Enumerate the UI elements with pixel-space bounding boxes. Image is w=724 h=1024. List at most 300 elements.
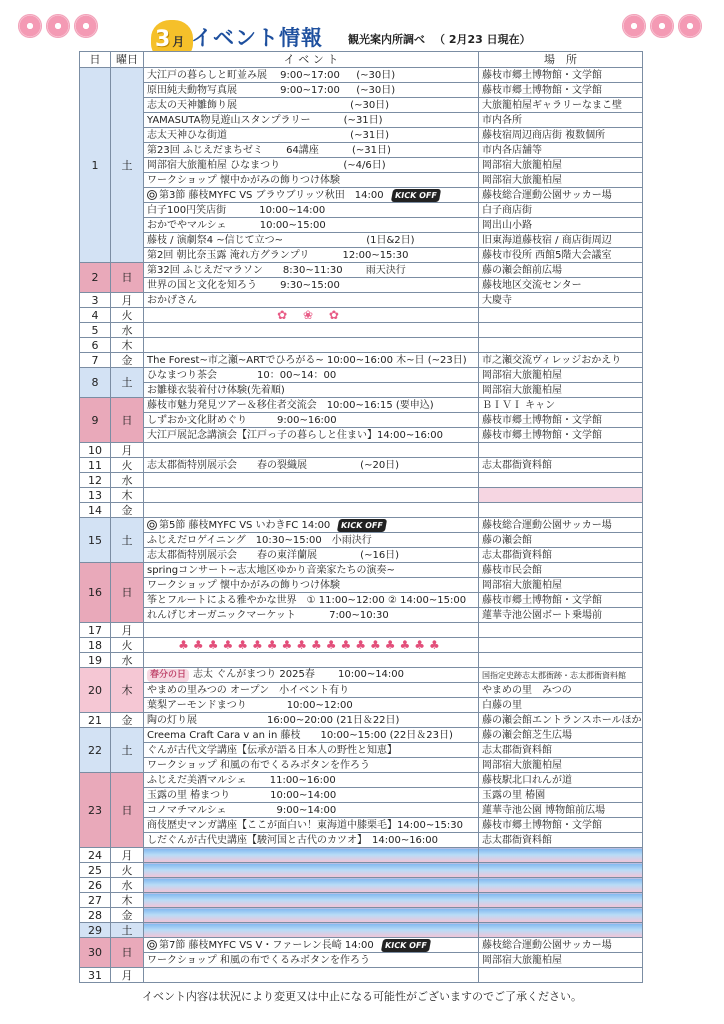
weekday-cell: 火 bbox=[111, 863, 144, 878]
event-text: 岡部宿大旅籠柏屋 ひなまつり (~4/6日) bbox=[147, 159, 386, 171]
table-row bbox=[80, 653, 643, 668]
sky-illustration bbox=[479, 863, 643, 878]
event-cell bbox=[144, 353, 479, 368]
event-cell bbox=[144, 413, 479, 428]
weekday-cell: 水 bbox=[111, 653, 144, 668]
day-cell: 13 bbox=[80, 488, 111, 503]
event-cell bbox=[144, 368, 479, 383]
day-cell: 20 bbox=[80, 668, 111, 713]
place-cell: 大旅籠柏屋ギャラリーなまこ壁 bbox=[479, 98, 643, 113]
place-cell: 藤枝市郷土博物館・文学館 bbox=[479, 428, 643, 443]
table-row bbox=[80, 938, 643, 953]
event-cell bbox=[144, 833, 479, 848]
place-cell: 藤枝地区交流センター bbox=[479, 278, 643, 293]
table-row bbox=[80, 908, 643, 923]
event-text: 第2回 朝比奈玉露 淹れ方グランプリ 12:00~15:30 bbox=[147, 249, 409, 261]
table-row bbox=[80, 353, 643, 368]
event-text: 志太天神ひな街道 (~31日) bbox=[147, 129, 390, 141]
event-text: コノマチマルシェ 9:00~14:00 bbox=[147, 804, 337, 816]
place-cell: 岡部宿大旅籠柏屋 bbox=[479, 368, 643, 383]
event-cell bbox=[144, 623, 479, 638]
table-row bbox=[80, 893, 643, 908]
place-cell: 藤の瀬会館エントランスホールほか bbox=[479, 713, 643, 728]
event-text: ふじえだロゲイニング 10:30~15:00 小雨決行 bbox=[147, 534, 372, 546]
place-cell: 藤枝市郷土博物館・文学館 bbox=[479, 68, 643, 83]
table-row bbox=[80, 548, 643, 563]
sakura-icon bbox=[678, 14, 702, 38]
place-cell: 白藤の里 bbox=[479, 698, 643, 713]
place-cell bbox=[479, 488, 643, 503]
weekday-cell: 火 bbox=[111, 458, 144, 473]
as-of-date: （ 2月23 日現在） bbox=[434, 33, 531, 46]
sakura-decoration-right bbox=[622, 14, 702, 38]
sky-illustration bbox=[144, 893, 479, 908]
event-text: 玉露の里 椿まつり 10:00~14:00 bbox=[147, 789, 337, 801]
table-row bbox=[80, 638, 643, 653]
table-row bbox=[80, 98, 643, 113]
table-row bbox=[80, 683, 643, 698]
place-cell: 岡部宿大旅籠柏屋 bbox=[479, 173, 643, 188]
event-text: ワークショップ 和風の布でくるみボタンを作ろう bbox=[147, 759, 370, 771]
day-cell: 29 bbox=[80, 923, 111, 938]
place-cell: 藤枝市郷土博物館・文学館 bbox=[479, 818, 643, 833]
place-cell: 藤枝総合運動公園サッカー場 bbox=[479, 188, 643, 203]
table-row bbox=[80, 248, 643, 263]
place-cell: 蓮華寺池公園 博物館前広場 bbox=[479, 803, 643, 818]
event-text: 志太の天神雛飾り展 (~30日) bbox=[147, 99, 390, 111]
place-cell: 岡部宿大旅籠柏屋 bbox=[479, 758, 643, 773]
place-cell bbox=[479, 323, 643, 338]
sakura-icon bbox=[622, 14, 646, 38]
weekday-cell: 土 bbox=[111, 68, 144, 263]
event-cell bbox=[144, 653, 479, 668]
place-cell: 藤枝市郷土博物館・文学館 bbox=[479, 413, 643, 428]
event-cell bbox=[144, 173, 479, 188]
place-cell: 志太郡衙資料館 bbox=[479, 548, 643, 563]
weekday-cell: 金 bbox=[111, 503, 144, 518]
table-row bbox=[80, 158, 643, 173]
place-cell bbox=[479, 503, 643, 518]
event-cell bbox=[144, 383, 479, 398]
day-cell: 27 bbox=[80, 893, 111, 908]
place-cell: 岡部宿大旅籠柏屋 bbox=[479, 953, 643, 968]
event-cell bbox=[144, 68, 479, 83]
place-cell: 市之瀬交流ヴィレッジおかえり bbox=[479, 353, 643, 368]
place-cell: 市内各所 bbox=[479, 113, 643, 128]
sky-illustration bbox=[479, 848, 643, 863]
table-row bbox=[80, 488, 643, 503]
event-cell bbox=[144, 608, 479, 623]
table-row bbox=[80, 503, 643, 518]
event-cell bbox=[144, 758, 479, 773]
place-cell: 岡部宿大旅籠柏屋 bbox=[479, 158, 643, 173]
event-cell bbox=[144, 428, 479, 443]
event-cell bbox=[144, 503, 479, 518]
weekday-cell: 木 bbox=[111, 668, 144, 713]
month-suffix: 月 bbox=[172, 35, 185, 49]
table-row bbox=[80, 833, 643, 848]
day-cell: 19 bbox=[80, 653, 111, 668]
table-row bbox=[80, 698, 643, 713]
day-cell: 25 bbox=[80, 863, 111, 878]
day-cell: 11 bbox=[80, 458, 111, 473]
table-row bbox=[80, 218, 643, 233]
place-cell bbox=[479, 968, 643, 983]
event-text: お雛様衣装着付け体験(先着順) bbox=[147, 384, 285, 396]
day-cell: 7 bbox=[80, 353, 111, 368]
table-row bbox=[80, 773, 643, 788]
place-cell bbox=[479, 638, 643, 653]
day-cell: 3 bbox=[80, 293, 111, 308]
sky-illustration bbox=[144, 878, 479, 893]
table-row bbox=[80, 128, 643, 143]
place-cell: 白子商店街 bbox=[479, 203, 643, 218]
sakura-icon bbox=[650, 14, 674, 38]
weekday-cell: 金 bbox=[111, 908, 144, 923]
day-cell: 10 bbox=[80, 443, 111, 458]
table-row bbox=[80, 818, 643, 833]
event-text: ワークショップ 懐中かがみの飾りつけ体験 bbox=[147, 174, 340, 186]
event-cell bbox=[144, 818, 479, 833]
day-cell: 6 bbox=[80, 338, 111, 353]
weekday-cell: 金 bbox=[111, 353, 144, 368]
event-cell bbox=[144, 233, 479, 248]
event-text: ふじえだ美酒マルシェ 11:00~16:00 bbox=[147, 774, 336, 786]
column-header-weekday: 曜日 bbox=[111, 52, 144, 68]
table-row bbox=[80, 458, 643, 473]
table-row bbox=[80, 758, 643, 773]
table-row bbox=[80, 878, 643, 893]
event-cell bbox=[144, 698, 479, 713]
event-cell bbox=[144, 563, 479, 578]
event-text: 志太 ぐんがまつり 2025春 10:00~14:00 bbox=[193, 669, 405, 680]
sky-illustration bbox=[144, 923, 479, 938]
place-cell: 旧東海道藤枝宿 / 商店街周辺 bbox=[479, 233, 643, 248]
event-text: ぐんが古代文学講座【伝承が語る日本人の野性と知恵】 bbox=[147, 744, 397, 756]
day-cell: 14 bbox=[80, 503, 111, 518]
event-cell bbox=[144, 953, 479, 968]
table-row bbox=[80, 578, 643, 593]
table-row bbox=[80, 278, 643, 293]
table-row bbox=[80, 848, 643, 863]
event-cell bbox=[144, 743, 479, 758]
event-cell bbox=[144, 488, 479, 503]
place-cell: 藤の瀬会館前広場 bbox=[479, 263, 643, 278]
event-cell bbox=[144, 323, 479, 338]
kickoff-badge: KICK OFF bbox=[390, 189, 440, 202]
kickoff-badge: KICK OFF bbox=[337, 519, 387, 532]
event-cell bbox=[144, 533, 479, 548]
event-text: 藤枝 / 演劇祭4 ~信じて立つ~ (1日&2日) bbox=[147, 234, 415, 246]
event-cell bbox=[144, 728, 479, 743]
event-cell bbox=[144, 578, 479, 593]
table-row bbox=[80, 188, 643, 203]
weekday-cell: 土 bbox=[111, 728, 144, 773]
event-cell bbox=[144, 203, 479, 218]
table-row bbox=[80, 413, 643, 428]
event-cell bbox=[144, 188, 479, 203]
table-row bbox=[80, 968, 643, 983]
table-row bbox=[80, 203, 643, 218]
event-text: 第7節 藤枝MYFC VS V・ファーレン長崎 14:00 bbox=[159, 939, 374, 951]
event-cell bbox=[144, 398, 479, 413]
day-cell: 18 bbox=[80, 638, 111, 653]
event-cell bbox=[144, 773, 479, 788]
table-row bbox=[80, 293, 643, 308]
sakura-icon bbox=[46, 14, 70, 38]
place-cell: 藤枝宿周辺商店街 複数個所 bbox=[479, 128, 643, 143]
day-cell: 21 bbox=[80, 713, 111, 728]
event-cell bbox=[144, 338, 479, 353]
day-cell: 22 bbox=[80, 728, 111, 773]
place-cell: 大慶寺 bbox=[479, 293, 643, 308]
event-cell: ♣♣♣♣♣♣♣♣♣♣♣♣♣♣♣♣♣♣ bbox=[144, 638, 479, 653]
event-text: やまめの里みつの オープン 小イベント有り bbox=[147, 684, 350, 696]
event-text: 第32回 ふじえだマラソン 8:30~11:30 雨天決行 bbox=[147, 264, 406, 276]
soccer-ball-icon bbox=[147, 940, 157, 950]
holiday-tag: 春分の日 bbox=[147, 669, 189, 682]
place-cell: 蓮華寺池公園ボート乗場前 bbox=[479, 608, 643, 623]
header bbox=[0, 0, 724, 52]
survey-source: 観光案内所調べ bbox=[348, 33, 425, 46]
event-cell bbox=[144, 938, 479, 953]
event-cell bbox=[144, 98, 479, 113]
day-cell: 17 bbox=[80, 623, 111, 638]
event-text: 葉梨アーモンドまつり 10:00~12:00 bbox=[147, 699, 353, 711]
event-cell bbox=[144, 293, 479, 308]
weekday-cell: 月 bbox=[111, 443, 144, 458]
event-text: 第5節 藤枝MYFC VS いわきFC 14:00 bbox=[159, 519, 331, 531]
weekday-cell: 水 bbox=[111, 878, 144, 893]
place-cell: 藤の瀬会館芝生広場 bbox=[479, 728, 643, 743]
table-row bbox=[80, 173, 643, 188]
table-row bbox=[80, 473, 643, 488]
weekday-cell: 日 bbox=[111, 773, 144, 848]
event-text: しだぐんが古代史講座【駿河国と古代のカツオ】 14:00~16:00 bbox=[147, 834, 439, 846]
event-cell bbox=[144, 248, 479, 263]
weekday-cell: 水 bbox=[111, 473, 144, 488]
sky-illustration bbox=[479, 878, 643, 893]
event-cell bbox=[144, 458, 479, 473]
event-text: 陶の灯り展 16:00~20:00 (21日＆22日) bbox=[147, 714, 400, 726]
sky-illustration bbox=[479, 923, 643, 938]
weekday-cell: 水 bbox=[111, 323, 144, 338]
event-text: 世界の国と文化を知ろう 9:30~15:00 bbox=[147, 279, 340, 291]
day-cell: 8 bbox=[80, 368, 111, 398]
day-cell: 23 bbox=[80, 773, 111, 848]
weekday-cell: 木 bbox=[111, 893, 144, 908]
day-cell: 15 bbox=[80, 518, 111, 563]
weekday-cell: 火 bbox=[111, 308, 144, 323]
sky-illustration bbox=[144, 908, 479, 923]
weekday-cell: 月 bbox=[111, 968, 144, 983]
event-cell bbox=[144, 473, 479, 488]
event-cell bbox=[144, 263, 479, 278]
sakura-decoration-left bbox=[18, 14, 98, 38]
day-cell: 2 bbox=[80, 263, 111, 293]
event-text: ワークショップ 懐中かがみの飾りつけ体験 bbox=[147, 579, 340, 591]
weekday-cell: 木 bbox=[111, 488, 144, 503]
weekday-cell: 日 bbox=[111, 938, 144, 968]
weekday-cell: 日 bbox=[111, 398, 144, 443]
table-row bbox=[80, 923, 643, 938]
place-cell: 志太郡衙資料館 bbox=[479, 458, 643, 473]
weekday-cell: 月 bbox=[111, 293, 144, 308]
table-row bbox=[80, 803, 643, 818]
day-cell: 1 bbox=[80, 68, 111, 263]
table-row bbox=[80, 443, 643, 458]
sakura-icon bbox=[18, 14, 42, 38]
table-row bbox=[80, 143, 643, 158]
place-cell: 岡出山小路 bbox=[479, 218, 643, 233]
place-cell: 岡部宿大旅籠柏屋 bbox=[479, 383, 643, 398]
soccer-ball-icon bbox=[147, 520, 157, 530]
place-cell: 玉露の里 椿園 bbox=[479, 788, 643, 803]
table-row bbox=[80, 398, 643, 413]
event-text: 志太郡衙特別展示会 春の東洋蘭展 (~16日) bbox=[147, 549, 400, 561]
event-text: 白子100円笑店街 10:00~14:00 bbox=[147, 204, 326, 216]
event-text: 原田純夫動物写真展 9:00~17:00 (~30日) bbox=[147, 84, 396, 96]
page-title: イベント情報 bbox=[191, 26, 323, 50]
event-text: springコンサート~志太地区ゆかり音楽家たちの演奏~ bbox=[147, 564, 395, 576]
month-number: 3 bbox=[155, 27, 171, 52]
place-cell: 志太郡衙資料館 bbox=[479, 743, 643, 758]
weekday-cell: 月 bbox=[111, 848, 144, 863]
event-cell bbox=[144, 713, 479, 728]
place-cell bbox=[479, 473, 643, 488]
place-cell bbox=[479, 338, 643, 353]
event-cell: ✿ ❀ ✿ bbox=[144, 308, 479, 323]
place-cell: 藤枝駅北口れんが道 bbox=[479, 773, 643, 788]
table-row bbox=[80, 713, 643, 728]
table-row bbox=[80, 743, 643, 758]
event-cell bbox=[144, 113, 479, 128]
table-row bbox=[80, 263, 643, 278]
table-row bbox=[80, 383, 643, 398]
table-row bbox=[80, 788, 643, 803]
soccer-ball-icon bbox=[147, 190, 157, 200]
table-row bbox=[80, 113, 643, 128]
table-row bbox=[80, 308, 643, 323]
place-cell: 藤枝総合運動公園サッカー場 bbox=[479, 518, 643, 533]
column-header-day: 日 bbox=[80, 52, 111, 68]
event-cell bbox=[144, 143, 479, 158]
table-row bbox=[80, 608, 643, 623]
table-row bbox=[80, 83, 643, 98]
sky-illustration bbox=[479, 893, 643, 908]
event-cell bbox=[144, 668, 479, 683]
place-cell: 藤枝総合運動公園サッカー場 bbox=[479, 938, 643, 953]
event-cell bbox=[144, 83, 479, 98]
event-text: 商伎歴史マンガ講座【ここが面白い！東海道中膝栗毛】14:00~15:30 bbox=[147, 819, 464, 831]
place-cell: 藤枝市役所 西館5階大会議室 bbox=[479, 248, 643, 263]
weekday-cell: 土 bbox=[111, 518, 144, 563]
place-cell: 藤枝市民会館 bbox=[479, 563, 643, 578]
event-text: 志太郡衙特別展示会 春の裂織展 (~20日) bbox=[147, 459, 400, 471]
table-row bbox=[80, 323, 643, 338]
day-cell: 9 bbox=[80, 398, 111, 443]
place-cell: 岡部宿大旅籠柏屋 bbox=[479, 578, 643, 593]
event-cell bbox=[144, 218, 479, 233]
place-cell bbox=[479, 623, 643, 638]
sky-illustration bbox=[479, 908, 643, 923]
table-row bbox=[80, 338, 643, 353]
table-row bbox=[80, 668, 643, 683]
event-cell bbox=[144, 593, 479, 608]
day-cell: 12 bbox=[80, 473, 111, 488]
event-text: 大江戸展記念講演会【江戸っ子の暮らしと住まい】14:00~16:00 bbox=[147, 429, 444, 441]
event-cell bbox=[144, 788, 479, 803]
event-text: おかでやマルシェ 10:00~15:00 bbox=[147, 219, 326, 231]
place-cell: 市内各店舗等 bbox=[479, 143, 643, 158]
event-calendar-table bbox=[79, 51, 643, 983]
day-cell: 31 bbox=[80, 968, 111, 983]
event-text: 筝とフルートによる雅やかな世界 ① 11:00~12:00 ② 14:00~15:00 bbox=[147, 594, 467, 606]
event-cell bbox=[144, 803, 479, 818]
weekday-cell: 金 bbox=[111, 713, 144, 728]
day-cell: 5 bbox=[80, 323, 111, 338]
weekday-cell: 火 bbox=[111, 638, 144, 653]
table-row bbox=[80, 68, 643, 83]
place-cell: 国指定史跡志太郡衙跡・志太郡衙資料館 bbox=[479, 668, 643, 683]
footer-note: イベント内容は状況により変更又は中止になる可能性がございますのでご了承ください。 bbox=[142, 990, 582, 1003]
weekday-cell: 日 bbox=[111, 563, 144, 623]
table-row bbox=[80, 593, 643, 608]
table-row bbox=[80, 533, 643, 548]
day-cell: 24 bbox=[80, 848, 111, 863]
event-text: 大江戸の暮らしと町並み展 9:00~17:00 (~30日) bbox=[147, 69, 396, 81]
place-cell: 藤枝市郷土博物館・文学館 bbox=[479, 593, 643, 608]
table-row bbox=[80, 953, 643, 968]
event-cell bbox=[144, 128, 479, 143]
table-row bbox=[80, 233, 643, 248]
day-cell: 28 bbox=[80, 908, 111, 923]
event-text: YAMASUTA物見遊山スタンプラリー (~31日) bbox=[147, 114, 383, 126]
event-text: しずおか文化財めぐり 9:00~16:00 bbox=[147, 414, 337, 426]
day-cell: 26 bbox=[80, 878, 111, 893]
weekday-cell: 月 bbox=[111, 623, 144, 638]
place-cell bbox=[479, 443, 643, 458]
weekday-cell: 日 bbox=[111, 263, 144, 293]
table-row bbox=[80, 863, 643, 878]
place-cell bbox=[479, 653, 643, 668]
place-cell: 志太郡衙資料館 bbox=[479, 833, 643, 848]
place-cell: ＢＩＶＩ キャン bbox=[479, 398, 643, 413]
place-cell: 藤枝市郷土博物館・文学館 bbox=[479, 83, 643, 98]
event-cell bbox=[144, 278, 479, 293]
day-cell: 4 bbox=[80, 308, 111, 323]
event-text: おかげさん bbox=[147, 294, 197, 306]
event-text: ひなまつり茶会 10：00~14：00 bbox=[147, 369, 337, 381]
day-cell: 30 bbox=[80, 938, 111, 968]
sky-illustration bbox=[144, 863, 479, 878]
sakura-icon bbox=[74, 14, 98, 38]
place-cell: 藤の瀬会館 bbox=[479, 533, 643, 548]
event-text: ワークショップ 和風の布でくるみボタンを作ろう bbox=[147, 954, 370, 966]
calendar-body bbox=[80, 68, 643, 983]
event-text: れんげじオーガニックマーケット 7:00~10:30 bbox=[147, 609, 389, 621]
table-row bbox=[80, 563, 643, 578]
event-cell bbox=[144, 443, 479, 458]
event-text: The Forest~市之瀬~ARTでひろがる~ 10:00~16:00 木~日 (~23日) bbox=[147, 354, 467, 366]
event-cell bbox=[144, 158, 479, 173]
event-text: 藤枝市魅力発見ツアー＆移住者交流会 10:00~16:15 (要申込) bbox=[147, 399, 434, 411]
column-header-place: 場 所 bbox=[479, 52, 643, 68]
table-header-row bbox=[80, 52, 643, 68]
weekday-cell: 土 bbox=[111, 923, 144, 938]
kickoff-badge: KICK OFF bbox=[381, 939, 431, 952]
sky-illustration bbox=[144, 848, 479, 863]
